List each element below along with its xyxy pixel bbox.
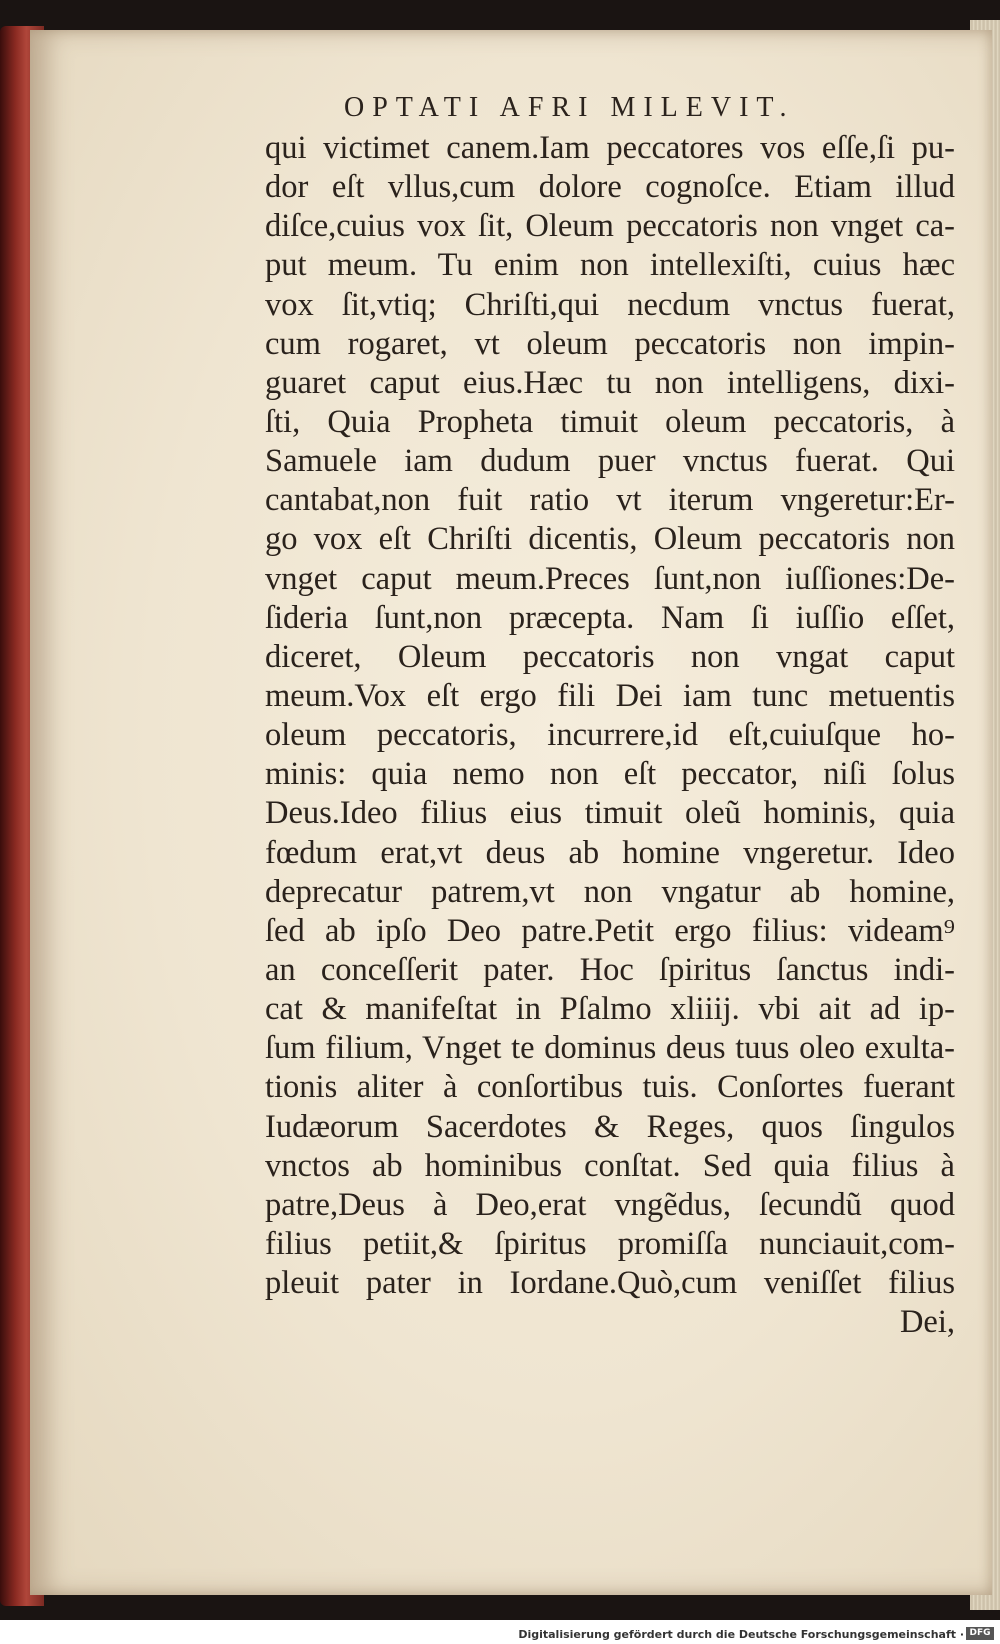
text-line: deprecatur patrem,vt non vngatur ab homine,	[265, 873, 955, 910]
text-line: guaret caput eius.Hæc tu non intelligens, dixi-	[265, 364, 955, 401]
text-line: ſideria ſunt,non præcepta. Nam ſi iuſſio eſſet,	[265, 599, 955, 636]
text-line: fœdum erat,vt deus ab homine vngeretur. Ideo	[265, 834, 955, 871]
text-line: vnget caput meum.Preces ſunt,non iuſſiones:De-	[265, 560, 955, 597]
text-line: diceret, Oleum peccatoris non vngat caput	[265, 638, 955, 675]
text-line: ſed ab ipſo Deo patre.Petit ergo filius: videam⁹	[265, 912, 955, 949]
text-line: cat & manifeſtat in Pſalmo xliiij. vbi ait ad ip-	[265, 991, 955, 1028]
text-line: oleum peccatoris, incurrere,id eſt,cuiuſque ho-	[265, 717, 955, 754]
text-line: Iudæorum Sacerdotes & Reges, quos ſingulos	[265, 1108, 955, 1145]
dfg-logo: DFG	[966, 1627, 994, 1640]
text-line: ſti, Quia Propheta timuit oleum peccatoris, à	[265, 403, 955, 440]
text-line: ſum filium, Vnget te dominus deus tuus oleo exulta-	[265, 1030, 955, 1067]
text-line: qui victimet canem.Iam peccatores vos eſſe,ſi pu-	[265, 130, 955, 166]
text-line: vnctos ab hominibus conſtat. Sed quia filius à	[265, 1147, 955, 1184]
text-line: cantabat,non fuit ratio vt iterum vngeretur:Er-	[265, 482, 955, 519]
text-line: dor eſt vllus,cum dolore cognoſce. Etiam illud	[265, 169, 955, 206]
text-line: minis: quia nemo non eſt peccator, niſi ſolus	[265, 756, 955, 793]
text-line: go vox eſt Chriſti dicentis, Oleum peccatoris non	[265, 521, 955, 558]
text-line: vox ſit,vtiq; Chriſti,qui necdum vnctus fuerat,	[265, 286, 955, 323]
text-line: pleuit pater in Iordane.Quò,cum veniſſet filius	[265, 1265, 955, 1302]
text-line: diſce,cuius vox ſit, Oleum peccatoris non vnget ca-	[265, 208, 955, 245]
text-line: cum rogaret, vt oleum peccatoris non impin-	[265, 325, 955, 362]
running-head: OPTATI AFRI MILEVIT.	[344, 92, 795, 123]
text-line: tionis aliter à conſortibus tuis. Conſortes fuerant	[265, 1069, 955, 1106]
text-line: meum.Vox eſt ergo fili Dei iam tunc metuentis	[265, 677, 955, 714]
text-line: Dei,	[899, 1304, 955, 1341]
body-text	[265, 129, 955, 1342]
text-line: patre,Deus à Deo,erat vngẽdus, ſecundũ quod	[265, 1186, 955, 1223]
text-line: filius petiit,& ſpiritus promiſſa nunciauit,com-	[265, 1225, 955, 1262]
text-line: Deus.Ideo filius eius timuit oleũ hominis, quia	[265, 795, 955, 832]
funding-credit: Digitalisierung gefördert durch die Deutsche Forschungsgemeinschaft ·	[518, 1628, 964, 1641]
text-line: Samuele iam dudum puer vnctus fuerat. Qui	[265, 443, 955, 480]
text-line: an conceſſerit pater. Hoc ſpiritus ſanctus indi-	[265, 951, 955, 988]
text-line: put meum. Tu enim non intellexiſti, cuius hæc	[265, 247, 955, 284]
